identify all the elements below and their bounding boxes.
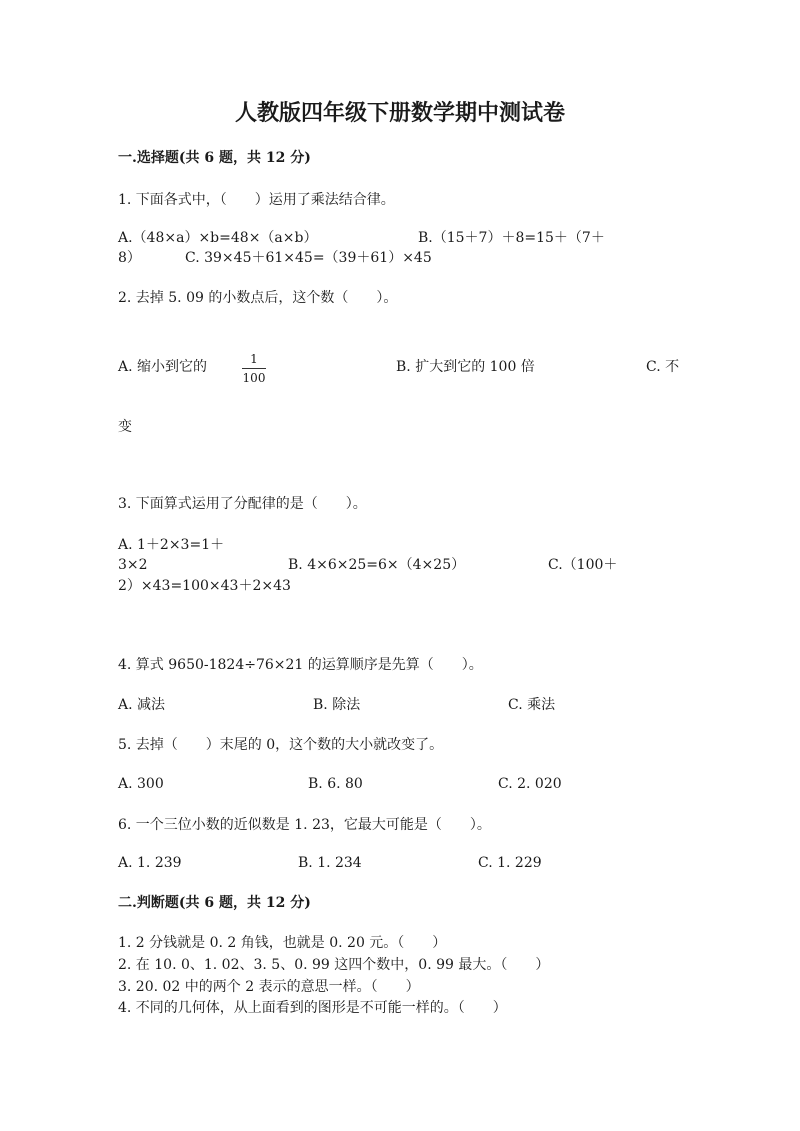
judgement-item-3: 3. 20. 02 中的两个 2 表示的意思一样。（ ）: [118, 979, 420, 995]
judgement-item-1: 1. 2 分钱就是 0. 2 角钱，也就是 0. 20 元。（ ）: [118, 935, 447, 951]
judgement-item-4: 4. 不同的几何体，从上面看到的图形是不可能一样的。（ ）: [118, 1000, 507, 1016]
question-4-option-c: C. 乘法: [508, 697, 556, 713]
fraction-numerator: 1: [250, 352, 258, 366]
question-1-option-a: A.（48×a）×b=48×（a×b）: [118, 230, 318, 246]
section-heading-true-false: 二.判断题(共 6 题，共 12 分): [118, 895, 311, 911]
question-3-option-c-continued: 2）×43=100×43＋2×43: [118, 578, 291, 594]
question-4-stem: 4. 算式 9650-1824÷76×21 的运算顺序是先算（ ）。: [118, 657, 483, 673]
question-6-stem: 6. 一个三位小数的近似数是 1. 23，它最大可能是（ ）。: [118, 817, 491, 833]
question-3-option-a: A. 1＋2×3=1＋: [118, 537, 225, 553]
question-5-stem: 5. 去掉（ ）末尾的 0，这个数的大小就改变了。: [118, 737, 444, 753]
section-heading-choice: 一.选择题(共 6 题，共 12 分): [118, 150, 311, 166]
question-3-option-a-continued: 3×2: [118, 557, 148, 573]
question-3-option-b: B. 4×6×25=6×（4×25）: [288, 557, 466, 573]
question-2-option-c: C. 不: [646, 359, 680, 375]
question-2-option-b: B. 扩大到它的 100 倍: [396, 359, 535, 375]
question-1-stem: 1. 下面各式中，（ ）运用了乘法结合律。: [118, 192, 395, 208]
question-5-option-b: B. 6. 80: [308, 776, 363, 792]
question-1-option-b-continued: 8）: [118, 250, 141, 266]
fraction-denominator: 100: [242, 371, 266, 385]
question-1-option-c: C. 39×45＋61×45=（39＋61）×45: [185, 250, 432, 266]
question-6-option-c: C. 1. 229: [478, 855, 542, 871]
question-2-option-a: A. 缩小到它的: [118, 359, 208, 375]
question-5-option-a: A. 300: [118, 776, 164, 792]
question-5-option-c: C. 2. 020: [498, 776, 562, 792]
judgement-item-2: 2. 在 10. 0、1. 02、3. 5、0. 99 这四个数中，0. 99 最大。（ ）: [118, 957, 550, 973]
question-4-option-a: A. 减法: [118, 697, 166, 713]
question-6-option-b: B. 1. 234: [298, 855, 362, 871]
question-1-option-b: B.（15＋7）＋8=15＋（7＋: [418, 230, 605, 246]
question-2-option-c-continued: 变: [118, 419, 132, 435]
question-2-stem: 2. 去掉 5. 09 的小数点后，这个数（ ）。: [118, 290, 398, 306]
question-6-option-a: A. 1. 239: [118, 855, 182, 871]
question-3-option-c: C.（100＋: [548, 557, 618, 573]
question-4-option-b: B. 除法: [313, 697, 361, 713]
fraction-one-hundredth: [240, 352, 268, 385]
question-3-stem: 3. 下面算式运用了分配律的是（ ）。: [118, 496, 367, 512]
page-title: 人教版四年级下册数学期中测试卷: [234, 100, 565, 126]
